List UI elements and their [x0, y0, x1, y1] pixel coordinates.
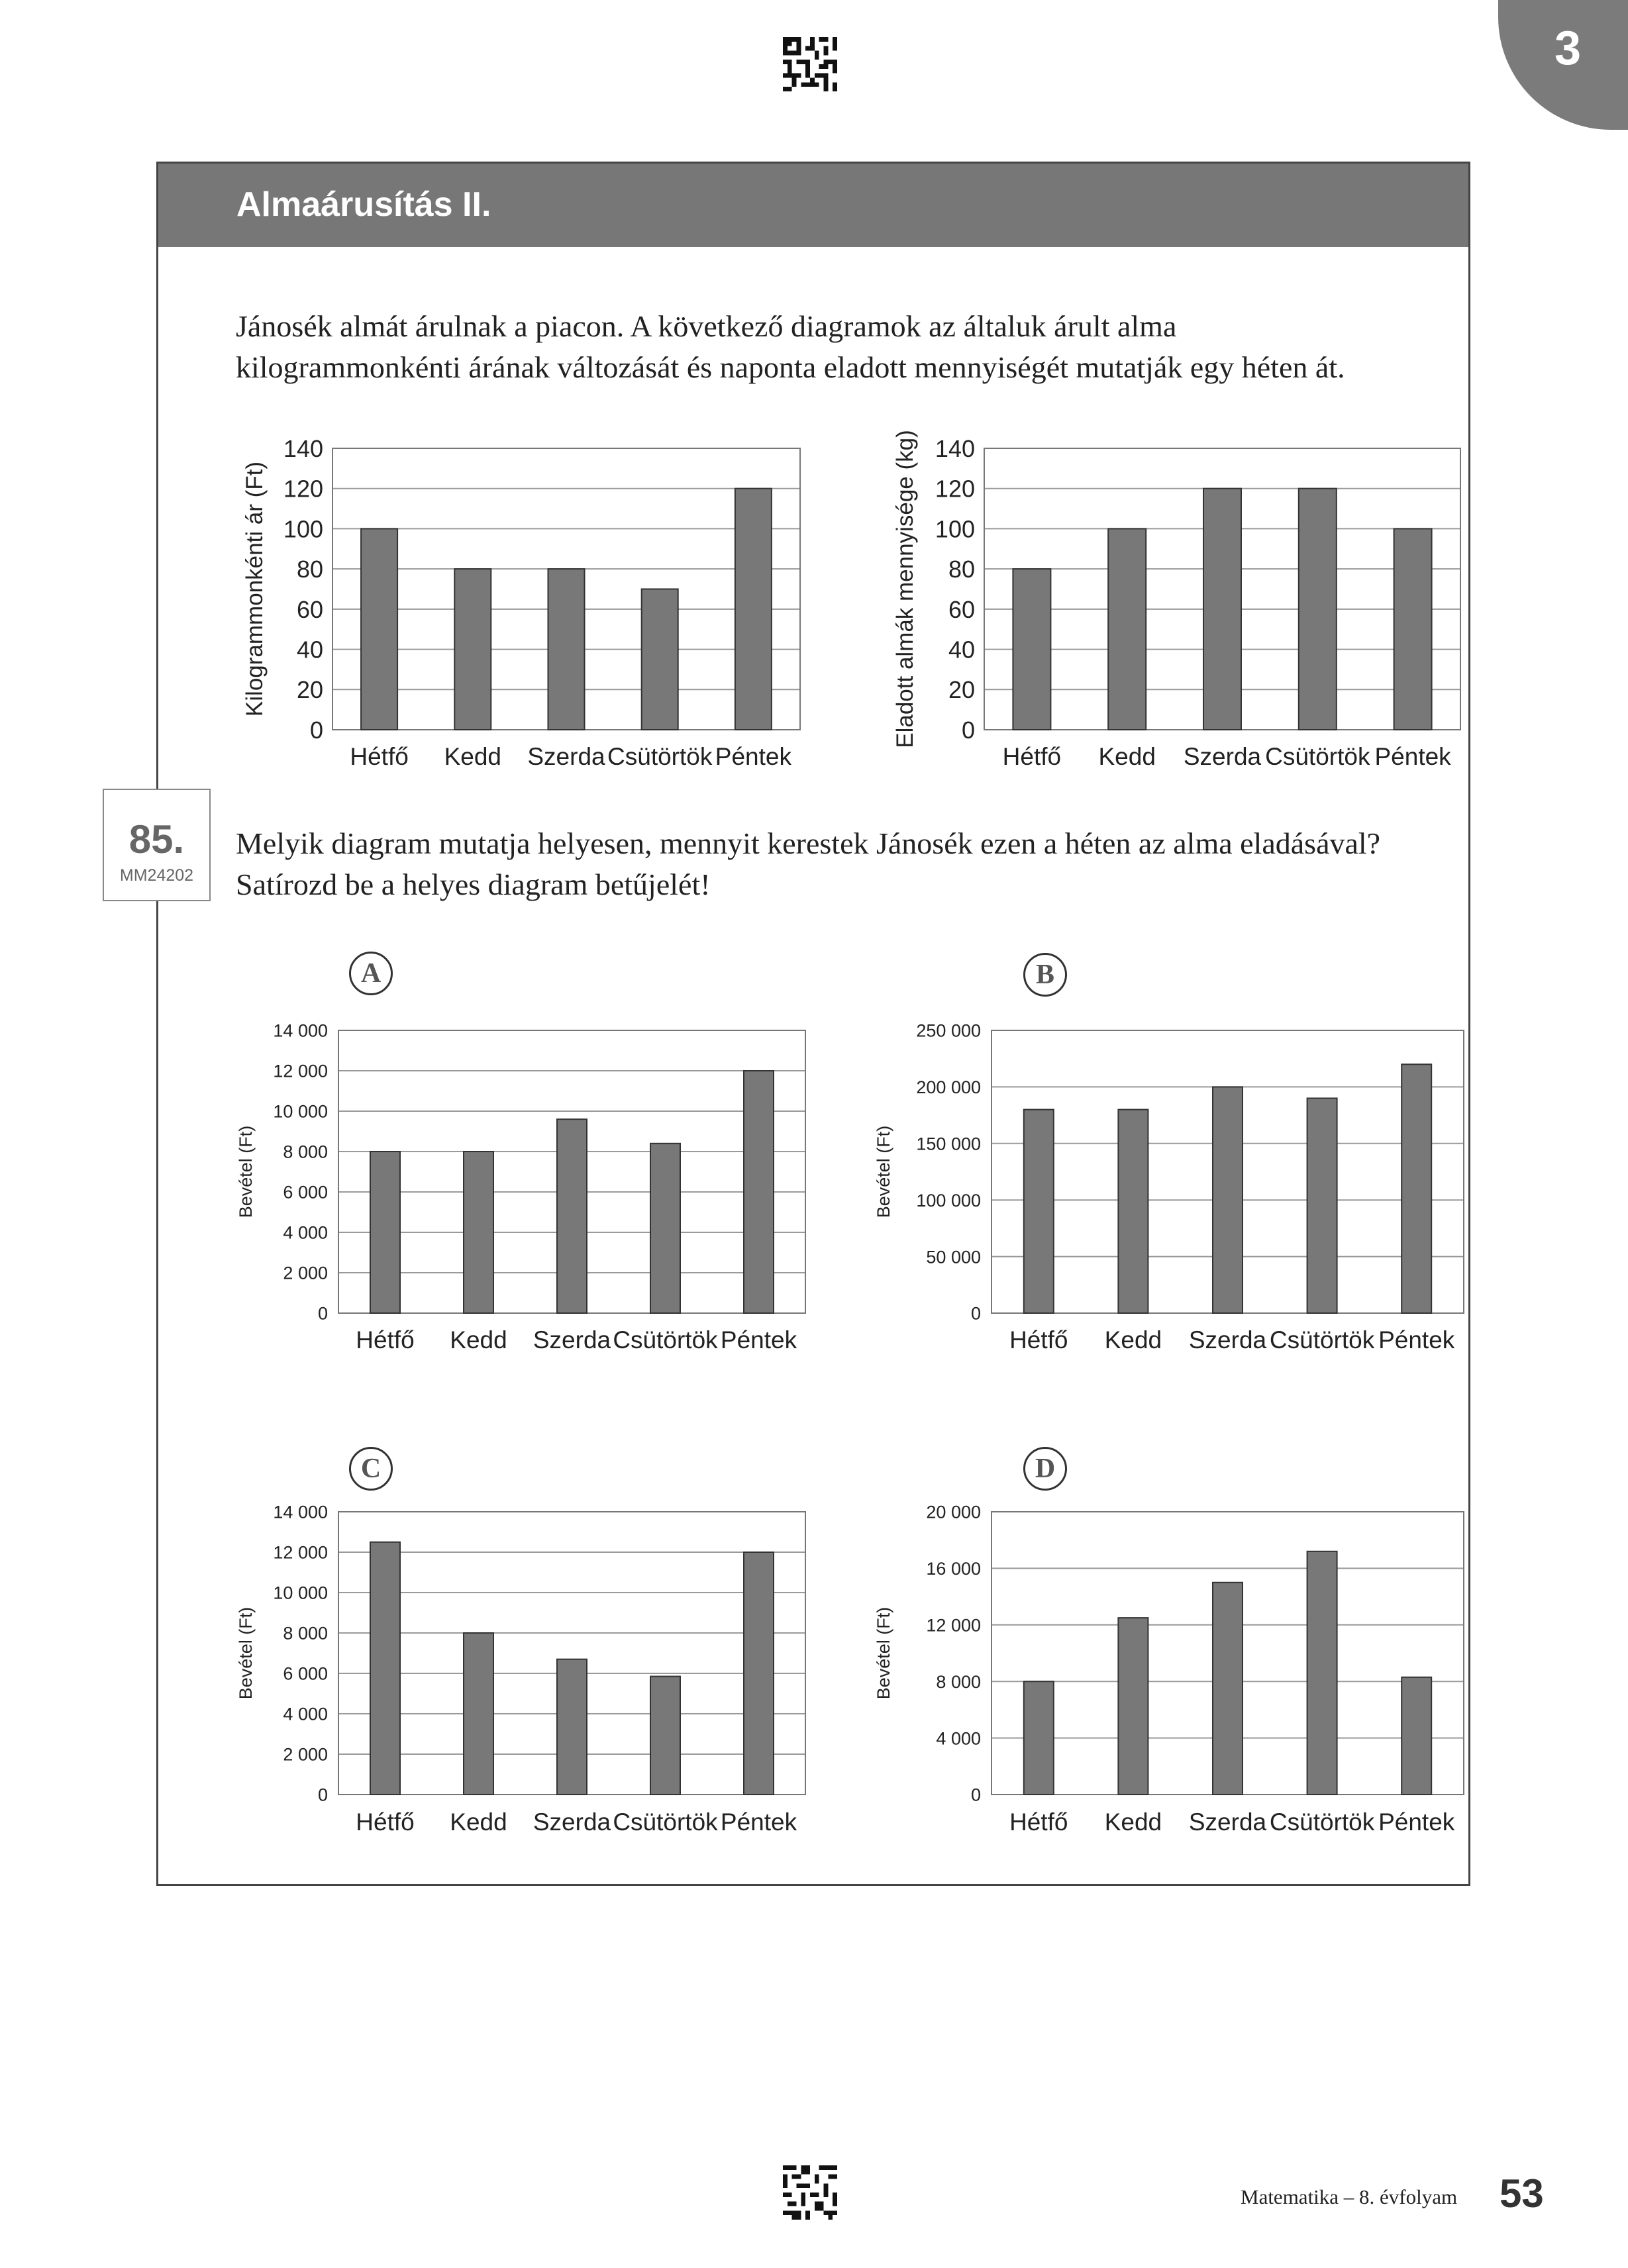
- y-tick-label: 150 000: [916, 1134, 981, 1154]
- y-tick-label: 14 000: [273, 1020, 328, 1041]
- bar: [370, 1152, 400, 1313]
- category-label: Kedd: [1104, 1808, 1162, 1836]
- y-tick-label: 12 000: [273, 1061, 328, 1081]
- y-tick-label: 20 000: [926, 1502, 981, 1522]
- bar: [744, 1071, 774, 1313]
- task-title: Almaárusítás II.: [236, 185, 491, 224]
- y-tick-label: 100 000: [916, 1190, 981, 1210]
- category-label: Csütörtök: [613, 1808, 718, 1836]
- y-axis-label: Bevétel (Ft): [874, 1606, 893, 1700]
- chart-D: [874, 1503, 1464, 1836]
- y-tick-label: 8 000: [283, 1142, 328, 1162]
- y-tick-label: 0: [309, 716, 323, 744]
- y-tick-label: 16 000: [926, 1559, 981, 1579]
- bar: [548, 569, 585, 730]
- bar: [1401, 1677, 1431, 1795]
- y-tick-label: 12 000: [273, 1542, 328, 1563]
- y-tick-label: 0: [961, 716, 975, 744]
- category-label: Kedd: [1104, 1326, 1162, 1354]
- y-tick-label: 80: [948, 556, 975, 583]
- bar: [1213, 1583, 1243, 1795]
- bar: [464, 1152, 493, 1313]
- category-label: Hétfő: [1002, 743, 1062, 770]
- y-tick-label: 60: [296, 595, 323, 623]
- bar: [1203, 489, 1241, 730]
- chart-price: [242, 435, 800, 770]
- y-tick-label: 0: [317, 1303, 328, 1324]
- category-label: Hétfő: [1009, 1808, 1068, 1836]
- y-tick-label: 40: [948, 636, 975, 664]
- category-label: Csütörtök: [613, 1326, 718, 1354]
- bar: [1299, 489, 1337, 730]
- y-tick-label: 0: [317, 1785, 328, 1805]
- category-label: Péntek: [1378, 1326, 1455, 1354]
- bar: [1307, 1098, 1337, 1313]
- footer-subject: Matematika – 8. évfolyam: [1241, 2185, 1458, 2208]
- y-tick-label: 0: [970, 1785, 981, 1805]
- category-label: Csütörtök: [607, 743, 713, 770]
- category-label: Szerda: [533, 1808, 611, 1836]
- category-label: Hétfő: [356, 1326, 415, 1354]
- bar: [1108, 528, 1146, 730]
- task-number: 85.: [128, 817, 185, 862]
- category-label: Csütörtök: [1265, 743, 1370, 770]
- bar: [464, 1633, 493, 1795]
- category-label: Kedd: [450, 1326, 507, 1354]
- category-label: Hétfő: [1009, 1326, 1068, 1354]
- bar: [1013, 569, 1050, 730]
- bar: [370, 1542, 400, 1795]
- category-label: Szerda: [1188, 1326, 1267, 1354]
- category-label: Hétfő: [350, 743, 409, 770]
- page-number: 53: [1500, 2171, 1544, 2216]
- y-tick-label: 10 000: [273, 1583, 328, 1603]
- y-tick-label: 0: [970, 1303, 981, 1324]
- category-label: Szerda: [527, 743, 605, 770]
- bar: [642, 589, 678, 730]
- y-tick-label: 20: [296, 676, 323, 704]
- category-label: Szerda: [533, 1326, 611, 1354]
- y-tick-label: 6 000: [283, 1182, 328, 1203]
- bar: [1307, 1552, 1337, 1795]
- y-tick-label: 60: [948, 595, 975, 623]
- y-tick-label: 40: [296, 636, 323, 664]
- question-line-2: Satírozd be a helyes diagram betűjelét!: [236, 867, 711, 901]
- category-label: Hétfő: [356, 1808, 415, 1836]
- y-tick-label: 20: [948, 676, 975, 704]
- option-d-letter[interactable]: D: [1023, 1447, 1067, 1491]
- y-axis-label: Bevétel (Ft): [236, 1125, 256, 1218]
- y-tick-label: 100: [935, 515, 975, 543]
- category-label: Péntek: [1374, 743, 1451, 770]
- y-tick-label: 200 000: [916, 1077, 981, 1098]
- y-tick-label: 50 000: [926, 1247, 981, 1267]
- category-label: Kedd: [1098, 743, 1156, 770]
- bar: [1024, 1681, 1054, 1795]
- category-label: Csütörtök: [1269, 1808, 1375, 1836]
- y-tick-label: 2 000: [283, 1744, 328, 1765]
- bar: [557, 1659, 587, 1795]
- bar: [557, 1119, 587, 1313]
- category-label: Péntek: [720, 1808, 797, 1836]
- category-label: Péntek: [720, 1326, 797, 1354]
- chart-B: [874, 1021, 1464, 1354]
- task-code: MM24202: [119, 866, 194, 885]
- category-label: Szerda: [1188, 1808, 1267, 1836]
- bar: [361, 528, 397, 730]
- intro-line-2: kilogrammonkénti árának változását és naponta eladott mennyiségét mutatják egy héten át.: [236, 350, 1345, 384]
- y-tick-label: 12 000: [926, 1615, 981, 1636]
- bar: [1024, 1110, 1054, 1313]
- category-label: Csütörtök: [1269, 1326, 1375, 1354]
- y-tick-label: 10 000: [273, 1101, 328, 1122]
- y-tick-label: 4 000: [936, 1728, 981, 1749]
- category-label: Kedd: [444, 743, 502, 770]
- y-tick-label: 120: [935, 475, 975, 503]
- y-tick-label: 6 000: [283, 1663, 328, 1684]
- bar: [1394, 528, 1432, 730]
- category-label: Péntek: [1378, 1808, 1455, 1836]
- chart-A: [236, 1021, 805, 1354]
- y-tick-label: 8 000: [283, 1623, 328, 1644]
- chart-quantity: [892, 430, 1460, 770]
- y-axis-label: Bevétel (Ft): [236, 1606, 256, 1700]
- bar: [744, 1552, 774, 1795]
- bar: [650, 1144, 680, 1313]
- y-tick-label: 80: [296, 556, 323, 583]
- y-tick-label: 4 000: [283, 1222, 328, 1243]
- option-a-letter[interactable]: A: [349, 952, 393, 995]
- intro-line-1: Jánosék almát árulnak a piacon. A következő diagramok az általuk árult alma: [236, 309, 1177, 343]
- y-axis-label: Kilogrammonkénti ár (Ft): [242, 461, 268, 717]
- chart-C: [236, 1503, 805, 1836]
- y-tick-label: 8 000: [936, 1671, 981, 1692]
- y-tick-label: 250 000: [916, 1020, 981, 1041]
- bar: [735, 489, 772, 730]
- y-axis-label: Bevétel (Ft): [874, 1125, 893, 1218]
- section-number: 3: [1554, 22, 1582, 75]
- bar: [650, 1677, 680, 1795]
- y-tick-label: 120: [283, 475, 323, 503]
- option-b-letter[interactable]: B: [1023, 953, 1067, 997]
- category-label: Kedd: [450, 1808, 507, 1836]
- y-tick-label: 140: [283, 434, 323, 462]
- bar: [1213, 1087, 1243, 1313]
- y-tick-label: 4 000: [283, 1704, 328, 1724]
- category-label: Szerda: [1183, 743, 1262, 770]
- bar: [454, 569, 491, 730]
- category-label: Péntek: [715, 743, 792, 770]
- y-tick-label: 14 000: [273, 1502, 328, 1522]
- bar: [1401, 1064, 1431, 1313]
- y-tick-label: 140: [935, 434, 975, 462]
- question-line-1: Melyik diagram mutatja helyesen, mennyit kerestek Jánosék ezen a héten az alma eladásával?: [236, 826, 1381, 860]
- bar: [1118, 1618, 1148, 1795]
- y-axis-label: Eladott almák mennyisége (kg): [892, 430, 918, 748]
- option-c-letter[interactable]: C: [349, 1447, 393, 1491]
- bar: [1118, 1110, 1148, 1313]
- y-tick-label: 2 000: [283, 1263, 328, 1283]
- y-tick-label: 100: [283, 515, 323, 543]
